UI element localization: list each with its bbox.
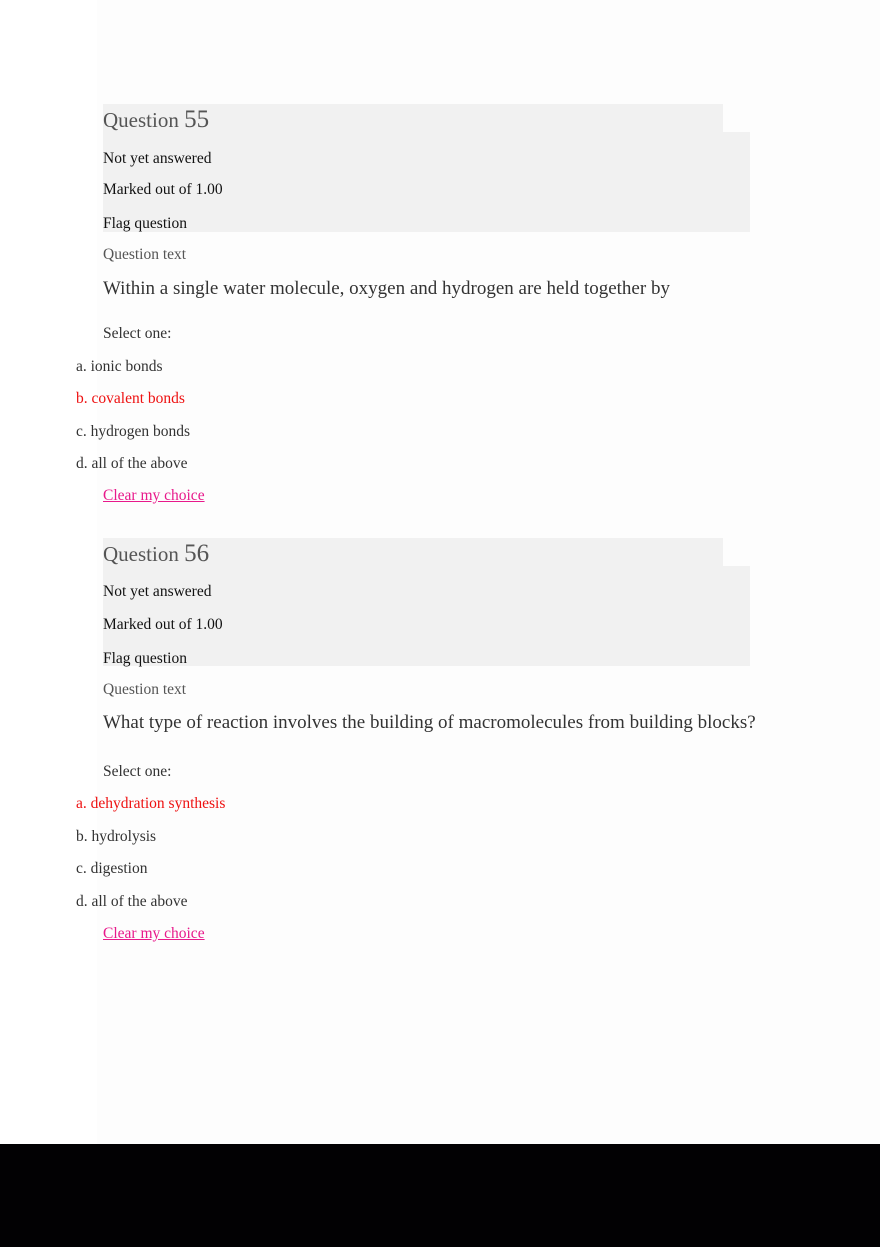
answer-option-d[interactable]: d. all of the above	[76, 455, 188, 472]
answer-option-a[interactable]: a. ionic bonds	[76, 358, 163, 375]
answer-option-c[interactable]: c. hydrogen bonds	[76, 423, 191, 440]
question-number: 55	[184, 106, 210, 133]
question-title	[103, 106, 209, 134]
answer-option-b[interactable]: b. covalent bonds	[76, 390, 185, 407]
answer-option-b[interactable]: b. hydrolysis	[76, 828, 157, 845]
question-number: 56	[184, 540, 210, 567]
flag-question-link[interactable]: Flag question	[103, 650, 187, 667]
question-title	[103, 540, 209, 568]
question-status: Not yet answered	[103, 583, 212, 600]
question-title-word: Question	[103, 542, 179, 566]
clear-my-choice-link[interactable]: Clear my choice	[103, 487, 205, 504]
answer-option-c[interactable]: c. digestion	[76, 860, 148, 877]
bottom-black-band	[0, 1144, 880, 1247]
question-marks: Marked out of 1.00	[103, 616, 223, 633]
question-text: What type of reaction involves the building of macromolecules from building blocks?	[103, 712, 756, 733]
answer-option-a[interactable]: a. dehydration synthesis	[76, 795, 226, 812]
question-text: Within a single water molecule, oxygen and hydrogen are held together by	[103, 278, 670, 299]
question-status: Not yet answered	[103, 150, 212, 167]
question-text-label: Question text	[103, 246, 187, 263]
clear-my-choice-link[interactable]: Clear my choice	[103, 925, 205, 942]
answer-option-d[interactable]: d. all of the above	[76, 893, 188, 910]
select-one-prompt: Select one:	[103, 325, 172, 342]
question-title-word: Question	[103, 108, 179, 132]
question-marks: Marked out of 1.00	[103, 181, 223, 198]
flag-question-link[interactable]: Flag question	[103, 215, 187, 232]
select-one-prompt: Select one:	[103, 763, 172, 780]
question-text-label: Question text	[103, 681, 187, 698]
